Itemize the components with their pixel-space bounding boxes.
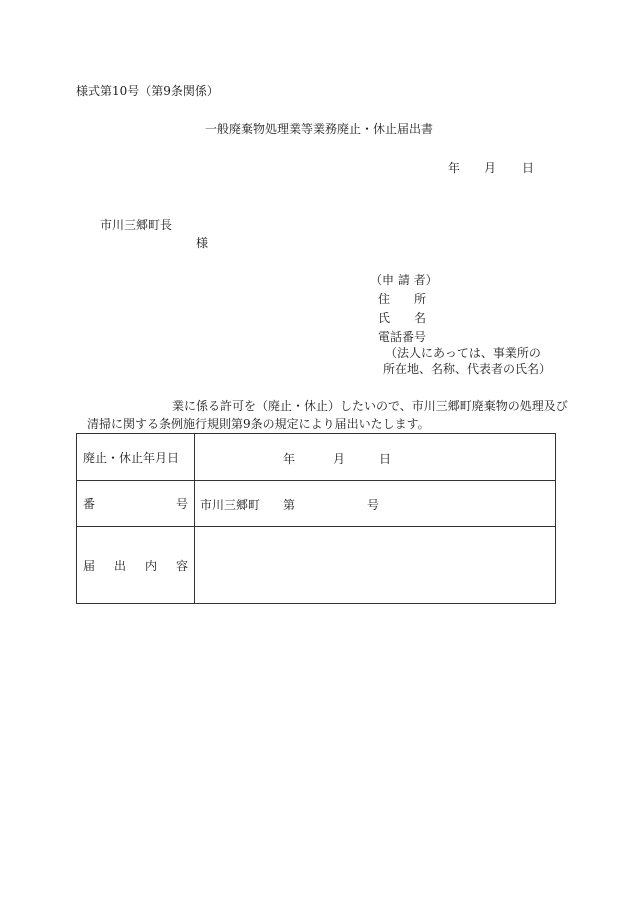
label-cell-content [77, 527, 195, 604]
body-text-line2: 清掃に関する条例施行規則第9条の規定により届出いたします。 [87, 417, 430, 431]
table-row-date [77, 434, 556, 481]
document-title: 一般廃棄物処理業等業務廃止・休止届出書 [205, 122, 434, 136]
date-month: 月 [484, 161, 497, 175]
addressee-honorific: 様 [196, 236, 209, 250]
value-cell-number[interactable] [195, 481, 556, 527]
addressee-name: 市川三郷町長 [100, 218, 173, 232]
value-month: 月 [333, 452, 346, 466]
value-dai: 第 [283, 498, 296, 512]
applicant-address-label [378, 292, 426, 306]
table-row-number [77, 481, 556, 527]
name-label-char-2: 名 [413, 311, 426, 325]
date-day: 日 [522, 161, 535, 175]
applicant-note-line1: （法人にあっては、事業所の [385, 346, 541, 360]
address-label-char-1: 住 [378, 292, 391, 306]
applicant-name-label [378, 311, 426, 325]
label-content-char-2: 出 [113, 558, 126, 573]
form-number: 様式第10号（第9条関係） [76, 84, 219, 98]
date-line [448, 161, 534, 175]
label-content-char-4: 容 [175, 558, 188, 573]
body-text-line1: 業に係る許可を（廃止・休止）したいので、市川三郷町廃棄物の処理及び [172, 399, 568, 413]
label-content-char-1: 届 [83, 558, 96, 573]
applicant-note-line2: 所在地、名称、代表者の氏名） [383, 362, 552, 376]
value-day: 日 [379, 452, 392, 466]
applicant-heading: （申 請 者） [370, 273, 438, 287]
label-content-char-3: 内 [144, 558, 157, 573]
value-year: 年 [283, 452, 296, 466]
label-cell-number [77, 481, 195, 527]
label-number-char-2: 号 [175, 497, 188, 511]
value-cell-content[interactable] [195, 527, 556, 604]
address-label-char-2: 所 [413, 292, 426, 306]
applicant-phone-label: 電話番号 [378, 330, 427, 344]
value-town: 市川三郷町 [200, 498, 261, 512]
value-go: 号 [367, 498, 380, 512]
label-date: 廃止・休止年月日 [83, 450, 180, 465]
label-cell-date [77, 434, 195, 481]
form-table [76, 433, 556, 604]
value-cell-date[interactable] [195, 434, 556, 481]
label-number-char-1: 番 [83, 497, 96, 511]
table-row-content [77, 527, 556, 604]
name-label-char-1: 氏 [378, 311, 391, 325]
date-year: 年 [448, 161, 461, 175]
